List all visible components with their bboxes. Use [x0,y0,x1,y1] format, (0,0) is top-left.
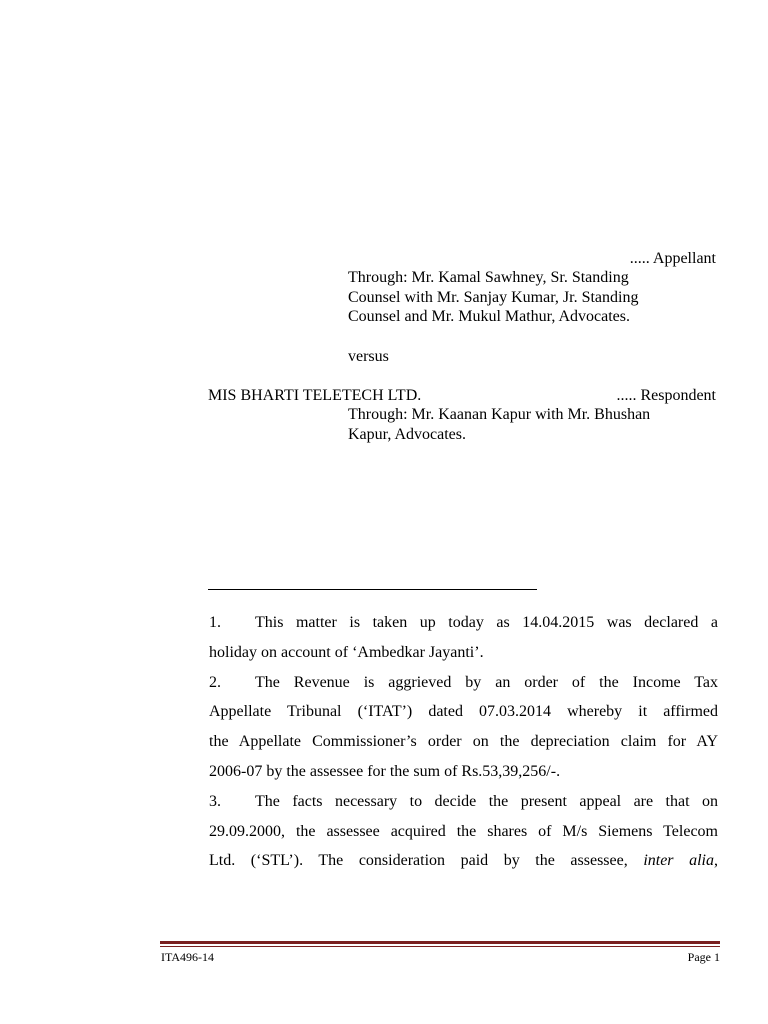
respondent-label: ..... Respondent [616,387,716,404]
respondent-counsel-line-2: Kapur, Advocates. [348,426,466,443]
paragraph-2-number: 2. [209,673,221,691]
respondent-counsel-line-1: Through: Mr. Kaanan Kapur with Mr. Bhushan [348,406,651,423]
footer-page-number: Page 1 [687,950,720,964]
footer-rule-thin [160,946,720,947]
respondent-party-name: MIS BHARTI TELETECH LTD. [208,387,422,404]
paragraph-2-line-1 [209,668,718,698]
paragraph-3-text-3: Ltd. (‘STL’). The consideration paid by the assessee, [209,852,628,870]
paragraph-3-comma: , [714,852,718,870]
paragraph-3-italic-term: inter alia [643,852,714,870]
section-divider [208,589,537,590]
paragraph-3-line-3 [209,846,718,876]
appellant-counsel-line-1: Through: Mr. Kamal Sawhney, Sr. Standing [348,269,629,286]
footer-case-number: ITA496-14 [161,950,215,964]
appellant-counsel-line-2: Counsel with Mr. Sanjay Kumar, Jr. Standing [348,289,639,306]
paragraph-2-line-2: Appellate Tribunal (‘ITAT’) dated 07.03.2014 whereby it affirmed [209,703,718,721]
appellant-counsel-line-3: Counsel and Mr. Mukul Mathur, Advocates. [348,308,630,325]
paragraph-1-number: 1. [209,614,221,631]
paragraph-2-line-3: the Appellate Commissioner’s order on the depreciation claim for AY [209,733,718,751]
paragraph-2-line-4: 2006-07 by the assessee for the sum of Rs.53,39,256/-. [209,762,561,780]
judgment-body [209,608,718,876]
paragraph-3-line-2: 29.09.2000, the assessee acquired the shares of M/s Siemens Telecom [209,822,718,840]
paragraph-3-number: 3. [209,792,221,810]
paragraph-1-text-1: This matter is taken up today as 14.04.2015 was declared a [255,614,718,631]
paragraph-1-line-1 [209,608,718,638]
versus-label: versus [348,348,389,365]
footer-rule-thick [160,941,720,944]
paragraph-2-text-1: The Revenue is aggrieved by an order of the Income Tax [255,673,718,691]
paragraph-3-line-1 [209,787,718,817]
appellant-label: ..... Appellant [629,250,716,267]
paragraph-3-text-1: The facts necessary to decide the present appeal are that on [255,792,718,810]
paragraph-1-line-2: holiday on account of ‘Ambedkar Jayanti’. [209,643,484,661]
